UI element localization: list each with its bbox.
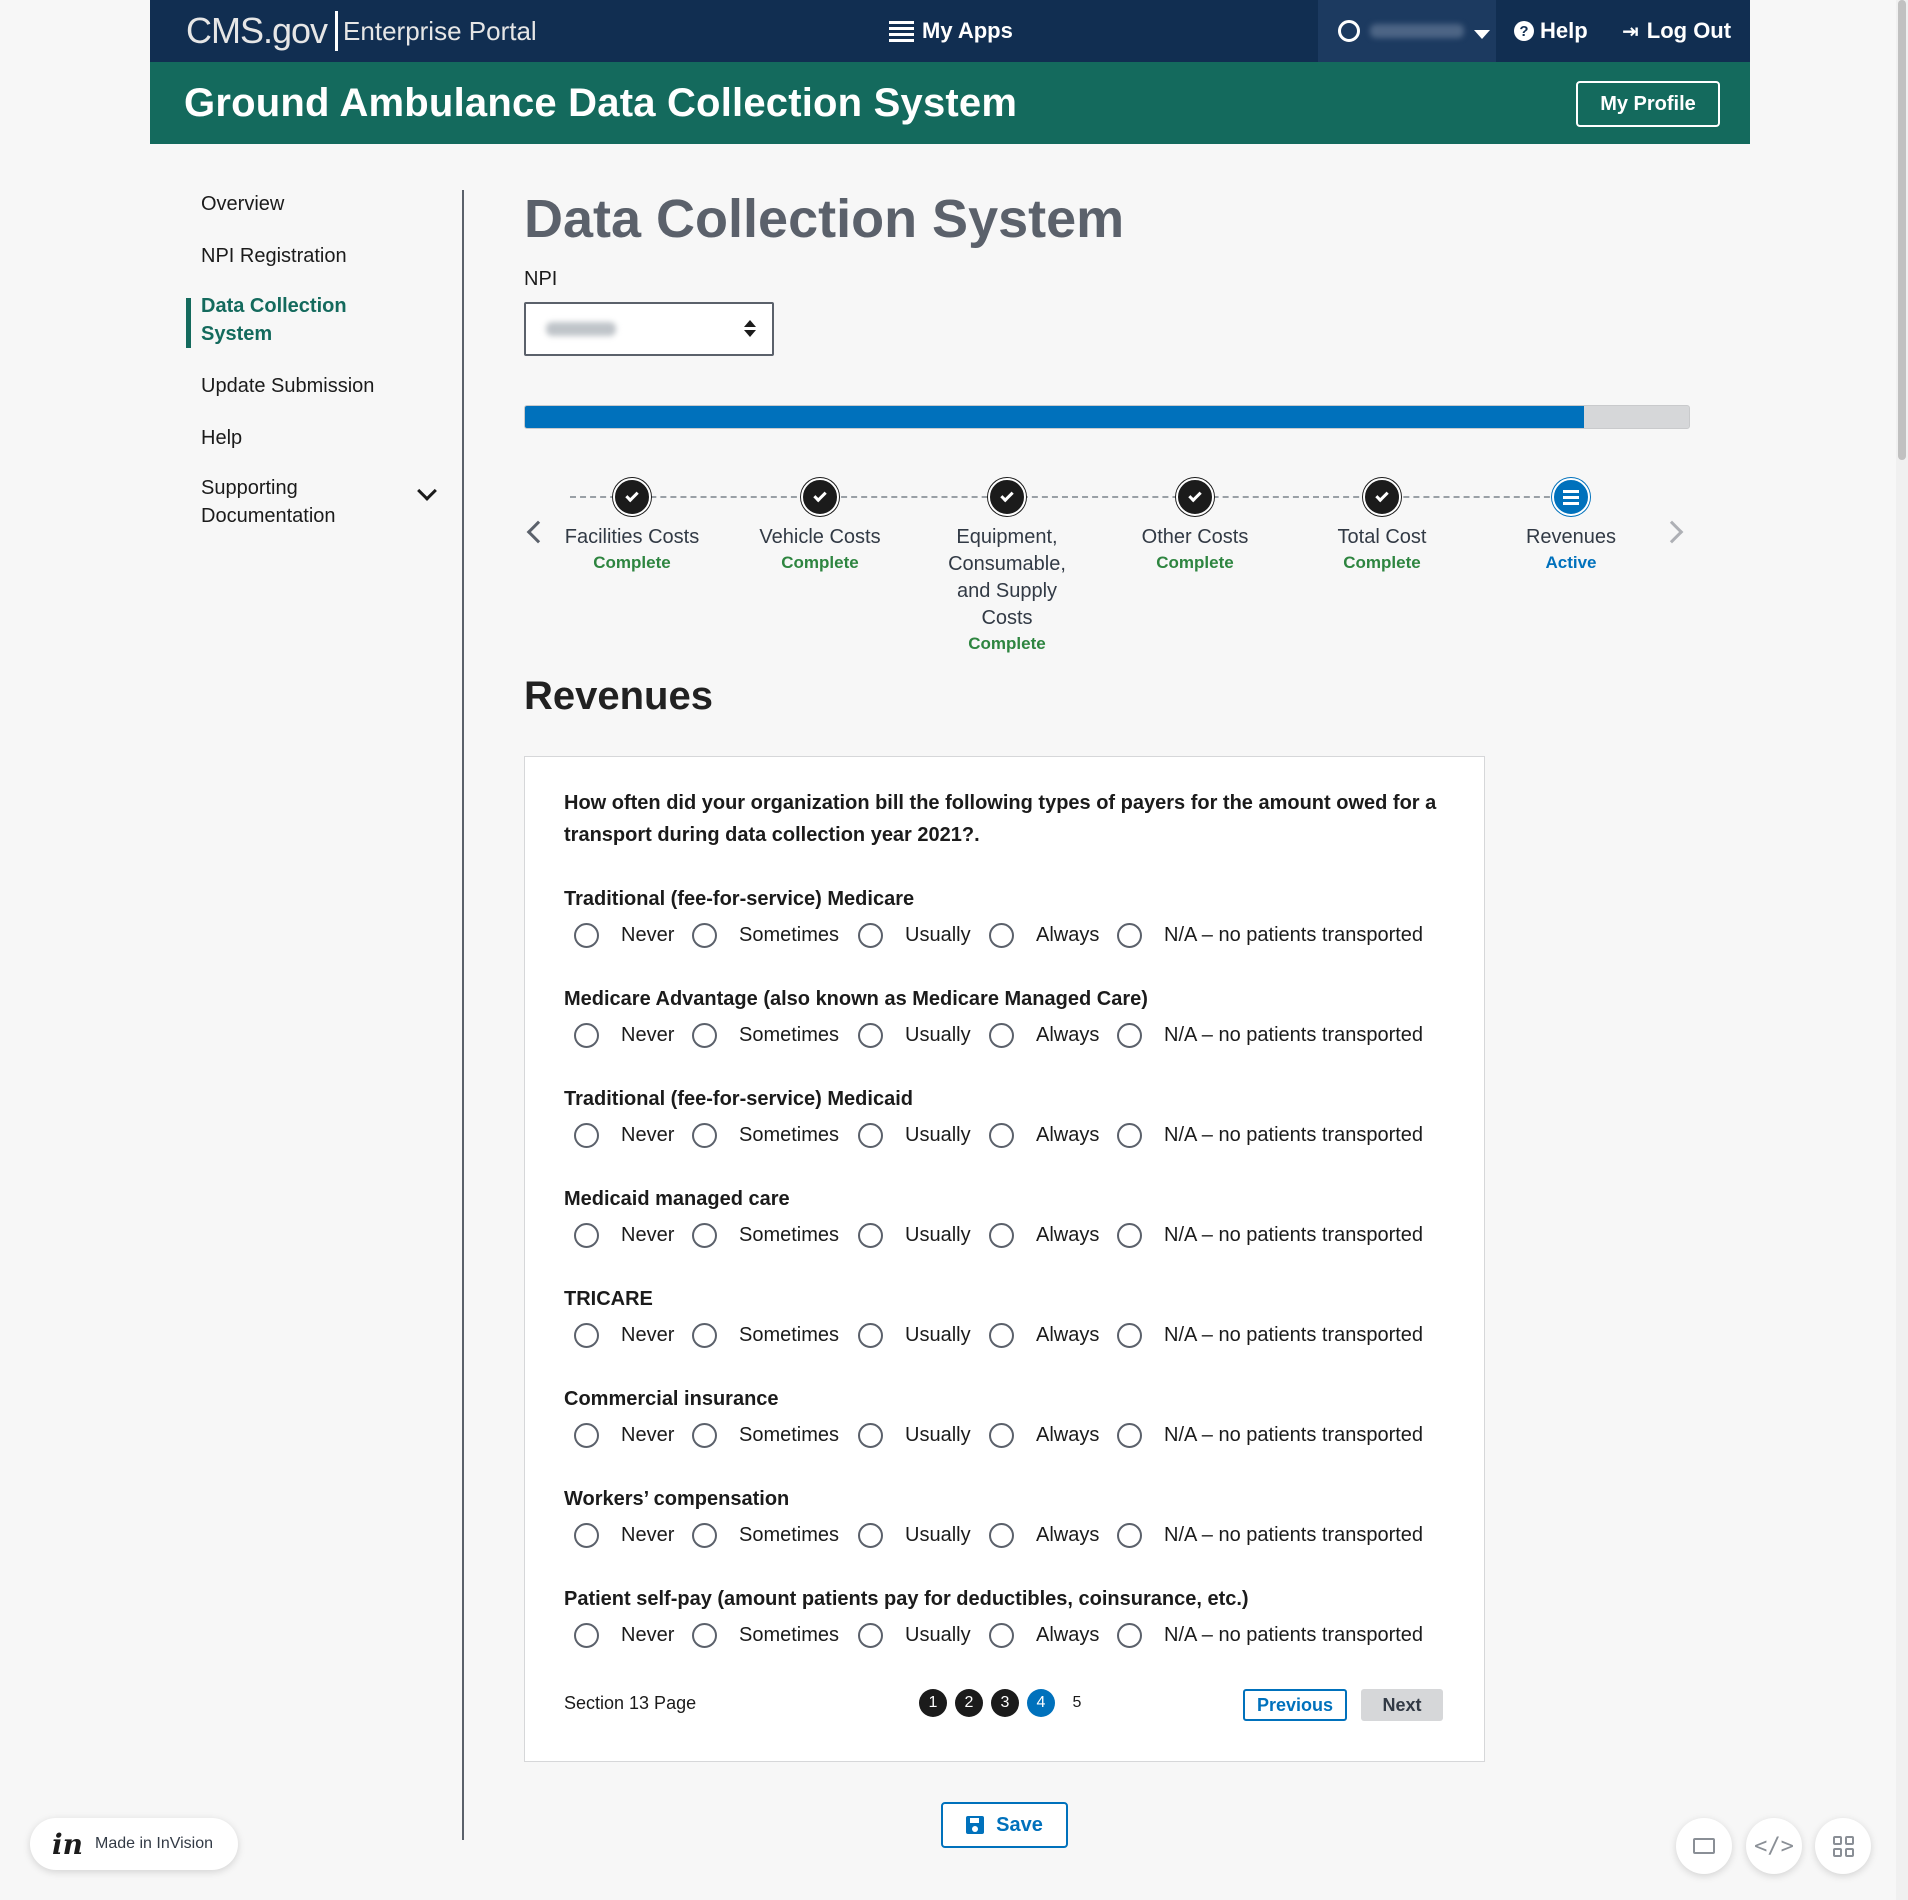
step-equipment-costs[interactable] [917,478,1097,656]
pager-label: Section 13 Page [564,1693,697,1713]
step-vehicle-costs[interactable] [730,478,910,575]
radio-option[interactable] [858,1323,971,1348]
radio-button[interactable] [1117,1323,1142,1348]
radio-button[interactable] [858,1423,883,1448]
radio-option[interactable] [989,1223,1099,1248]
radio-button[interactable] [574,1423,599,1448]
radio-label: N/A – no patients transported [1164,1324,1424,1346]
radio-label: Always [1036,924,1100,946]
next-button[interactable]: Next [1361,1689,1443,1721]
radio-label: Always [1036,1524,1100,1546]
radio-label: Never [621,1324,675,1346]
radio-button[interactable] [692,1423,717,1448]
section-stepper [524,478,1690,653]
radio-option[interactable] [1117,1323,1423,1348]
user-menu[interactable] [1318,0,1496,62]
comment-icon [1693,1838,1715,1854]
radio-option[interactable] [574,1123,674,1148]
radio-option[interactable] [989,923,1099,948]
radio-label: Sometimes [739,1424,840,1446]
radio-button[interactable] [692,1323,717,1348]
radio-button[interactable] [858,1523,883,1548]
radio-button[interactable] [1117,1423,1142,1448]
radio-group [564,985,1464,1053]
sidebar-item-overview[interactable]: Overview [201,193,285,215]
chevron-down-icon[interactable] [417,481,437,501]
radio-option[interactable] [1117,1223,1423,1248]
npi-select[interactable] [524,302,774,356]
radio-button[interactable] [989,1423,1014,1448]
logout-link[interactable] [1622,0,1731,62]
radio-button[interactable] [692,1623,717,1648]
radio-option[interactable] [989,1323,1099,1348]
radio-label: N/A – no patients transported [1164,1124,1424,1146]
sidebar-item-help[interactable]: Help [201,427,243,449]
radio-label: N/A – no patients transported [1164,1224,1424,1246]
radio-option[interactable] [858,1223,971,1248]
radio-option[interactable] [989,1523,1099,1548]
user-name-redacted [1370,24,1464,38]
radio-button[interactable] [858,1323,883,1348]
radio-label: Always [1036,1024,1100,1046]
radio-option[interactable] [989,1623,1099,1648]
radio-option[interactable] [989,1023,1099,1048]
radio-button[interactable] [692,1023,717,1048]
radio-button[interactable] [989,1323,1014,1348]
step-label: Vehicle Costs [759,526,881,548]
my-apps-label: My Apps [922,18,1013,43]
radio-button[interactable] [692,1223,717,1248]
radio-button[interactable] [989,1623,1014,1648]
radio-button[interactable] [574,1023,599,1048]
invision-label: Made in InVision [95,1835,213,1852]
radio-label: Never [621,1124,675,1146]
sidebar-nav [150,190,464,1840]
radio-group [564,1185,1464,1253]
radio-option[interactable] [858,1523,971,1548]
step-status: Active [1545,553,1597,572]
help-link[interactable] [1514,0,1588,62]
radio-option[interactable] [692,1523,839,1548]
radio-option[interactable] [692,1423,839,1448]
radio-option[interactable] [574,1523,674,1548]
radio-button[interactable] [989,1523,1014,1548]
radio-label: N/A – no patients transported [1164,1024,1424,1046]
radio-label: Usually [905,924,971,946]
radio-label: Always [1036,1124,1100,1146]
radio-option[interactable] [858,923,971,948]
previous-button[interactable]: Previous [1243,1689,1347,1721]
app-banner [150,62,1750,144]
question-text: How often did your organization bill the following types of payers for the amount owed for a transport during data collection year 2021?. [564,792,1437,846]
radio-label: Sometimes [739,1224,840,1246]
radio-option[interactable] [1117,1423,1423,1448]
radio-button[interactable] [858,1023,883,1048]
radio-option[interactable] [574,1323,674,1348]
top-navbar [150,0,1750,62]
step-status: Complete [593,553,671,572]
radio-option[interactable] [989,1423,1099,1448]
radio-option[interactable] [1117,1523,1423,1548]
radio-label: Sometimes [739,1024,840,1046]
radio-label: Always [1036,1224,1100,1246]
list-icon [894,21,914,42]
radio-button[interactable] [1117,1023,1142,1048]
radio-label: Sometimes [739,1324,840,1346]
radio-label: Never [621,1624,675,1646]
radio-label: N/A – no patients transported [1164,924,1424,946]
radio-label: Sometimes [739,1524,840,1546]
step-other-costs[interactable] [1105,478,1285,575]
radio-button[interactable] [574,1323,599,1348]
sidebar-item-update-submission[interactable]: Update Submission [201,375,375,397]
user-icon [1338,20,1360,42]
radio-label: N/A – no patients transported [1164,1624,1424,1646]
radio-option[interactable] [1117,1623,1423,1648]
radio-label: N/A – no patients transported [1164,1424,1424,1446]
comment-button[interactable] [1676,1818,1732,1874]
progress-bar [524,405,1690,429]
radio-label: Never [621,924,675,946]
radio-button[interactable] [1117,1623,1142,1648]
grid-button[interactable] [1815,1818,1871,1874]
radio-button[interactable] [574,923,599,948]
chevron-right-icon[interactable] [1661,521,1684,544]
radio-option[interactable] [1117,1123,1423,1148]
radio-option[interactable] [692,1323,839,1348]
radio-label: Sometimes [739,1624,840,1646]
radio-option[interactable] [692,1123,839,1148]
radio-group-label: Medicaid managed care [564,1188,790,1210]
radio-option[interactable] [858,1123,971,1148]
radio-label: Usually [905,1624,971,1646]
checkmark-icon [613,478,651,516]
page-number[interactable]: 5 [1072,1694,1082,1711]
radio-label: Usually [905,1024,971,1046]
radio-button[interactable] [989,1223,1014,1248]
radio-option[interactable] [692,1623,839,1648]
help-label: Help [1540,18,1588,43]
radio-button[interactable] [692,1123,717,1148]
radio-group-label: Traditional (fee-for-service) Medicaid [564,1088,913,1110]
radio-option[interactable] [574,1223,674,1248]
radio-button[interactable] [692,1523,717,1548]
radio-button[interactable] [574,1523,599,1548]
radio-label: N/A – no patients transported [1164,1524,1424,1546]
radio-label: Sometimes [739,1124,840,1146]
radio-button[interactable] [1117,1123,1142,1148]
radio-label: Usually [905,1524,971,1546]
radio-label: Always [1036,1624,1100,1646]
radio-option[interactable] [574,1423,674,1448]
page-title: Data Collection System [524,189,1125,249]
radio-button[interactable] [692,923,717,948]
radio-label: Never [621,1024,675,1046]
radio-option[interactable] [858,1423,971,1448]
code-button[interactable] [1746,1818,1802,1874]
list-check-icon [1552,478,1590,516]
page-numbers [919,1689,1099,1717]
radio-button[interactable] [574,1623,599,1648]
revenues-form-card [524,756,1485,1762]
sidebar-item-npi-registration[interactable]: NPI Registration [201,245,347,267]
radio-button[interactable] [1117,923,1142,948]
logo-portal-text: Enterprise Portal [343,15,537,46]
radio-label: Usually [905,1124,971,1146]
radio-group-label: Patient self-pay (amount patients pay for deductibles, coinsurance, etc.) [564,1588,1249,1610]
radio-button[interactable] [1117,1523,1142,1548]
step-status: Complete [781,553,859,572]
radio-option[interactable] [574,1623,674,1648]
npi-label: NPI [524,268,558,290]
grid-icon [1833,1836,1854,1857]
radio-group-label: TRICARE [564,1288,653,1310]
my-profile-button[interactable]: My Profile [1576,81,1720,127]
page-number[interactable]: 3 [991,1689,1019,1717]
npi-value-redacted [546,322,616,336]
step-facilities-costs[interactable] [542,478,722,575]
logo-cms-text: CMS.gov [186,10,328,51]
logout-icon: ⇥ [1622,20,1639,43]
my-apps-link[interactable] [894,0,1013,62]
radio-button[interactable] [858,1223,883,1248]
radio-group [564,1285,1464,1353]
radio-button[interactable] [574,1123,599,1148]
app-title: Ground Ambulance Data Collection System [184,80,1018,125]
section-title: Revenues [524,674,713,718]
step-status: Complete [968,634,1046,653]
radio-group-label: Workers’ compensation [564,1488,790,1510]
radio-button[interactable] [574,1223,599,1248]
question-circle-icon: ? [1514,21,1534,41]
sidebar-item-data-collection-system[interactable]: Data Collection System [201,295,347,345]
active-indicator [186,298,191,348]
radio-button[interactable] [858,923,883,948]
step-status: Complete [1343,553,1421,572]
radio-group [564,1485,1464,1553]
caret-down-icon [1474,30,1490,39]
radio-button[interactable] [858,1123,883,1148]
save-icon [966,1816,984,1834]
radio-label: Never [621,1224,675,1246]
radio-label: Always [1036,1324,1100,1346]
radio-option[interactable] [989,1123,1099,1148]
radio-option[interactable] [858,1623,971,1648]
step-status: Complete [1156,553,1234,572]
save-button[interactable] [941,1802,1068,1848]
scrollbar-thumb[interactable] [1898,0,1906,460]
radio-button[interactable] [989,923,1014,948]
radio-option[interactable] [574,1023,674,1048]
radio-option[interactable] [858,1023,971,1048]
save-label: Save [996,1813,1043,1836]
step-label: Facilities Costs [564,526,700,548]
sort-arrows-icon [744,320,756,340]
invision-logo: in [52,1827,83,1861]
invision-badge[interactable] [30,1818,238,1870]
radio-label: Never [621,1524,675,1546]
cms-logo[interactable] [186,0,537,62]
logo-divider [335,11,338,51]
radio-button[interactable] [858,1623,883,1648]
radio-group-label: Commercial insurance [564,1388,779,1410]
radio-group [564,885,1464,953]
radio-option[interactable] [574,923,674,948]
radio-button[interactable] [1117,1223,1142,1248]
step-revenues[interactable] [1481,478,1661,575]
radio-option[interactable] [1117,1023,1423,1048]
logout-label: Log Out [1646,18,1732,43]
checkmark-icon [1363,478,1401,516]
page-number[interactable]: 4 [1027,1689,1055,1717]
code-icon: </> [1754,1833,1794,1859]
step-label: Total Cost [1337,526,1427,548]
checkmark-icon [1176,478,1214,516]
radio-label: Always [1036,1424,1100,1446]
radio-group-label: Traditional (fee-for-service) Medicare [564,888,915,910]
page-number[interactable]: 2 [955,1689,983,1717]
radio-label: Sometimes [739,924,840,946]
radio-option[interactable] [692,923,839,948]
radio-label: Usually [905,1324,971,1346]
radio-option[interactable] [1117,923,1423,948]
step-label: Equipment, Consumable, and Supply Costs [948,526,1066,629]
radio-group [564,1585,1464,1653]
checkmark-icon [801,478,839,516]
step-label: Other Costs [1141,526,1249,548]
radio-label: Never [621,1424,675,1446]
scrollbar[interactable] [1896,0,1908,1900]
radio-label: Usually [905,1224,971,1246]
radio-group [564,1385,1464,1453]
radio-button[interactable] [989,1023,1014,1048]
step-total-cost[interactable] [1292,478,1472,575]
sidebar-item-supporting-documentation[interactable]: Supporting Documentation [201,477,336,527]
radio-group-label: Medicare Advantage (also known as Medicare Managed Care) [564,988,1148,1010]
radio-label: Usually [905,1424,971,1446]
checkmark-icon [988,478,1026,516]
radio-option[interactable] [692,1223,839,1248]
radio-button[interactable] [989,1123,1014,1148]
page-number[interactable]: 1 [919,1689,947,1717]
step-label: Revenues [1525,526,1617,548]
radio-group [564,1085,1464,1153]
progress-bar-fill [525,406,1584,428]
radio-option[interactable] [692,1023,839,1048]
